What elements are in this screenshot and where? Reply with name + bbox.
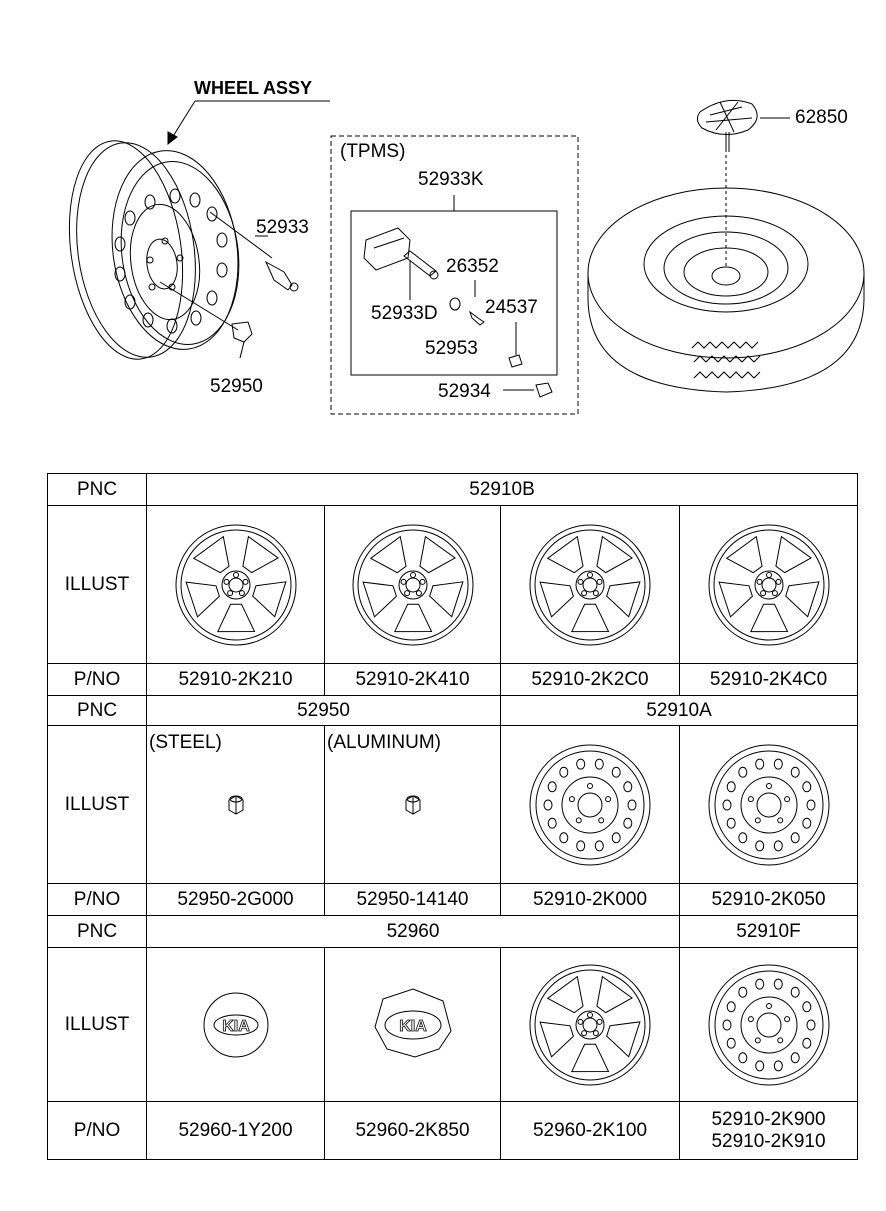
- illust-cell: [325, 948, 501, 1102]
- part-number: 52950-14140: [325, 884, 501, 916]
- wheel-assy-label: WHEEL ASSY: [194, 78, 313, 98]
- pnc-value: 52910B: [147, 474, 858, 506]
- part-number: 52910-2K900: [711, 1108, 826, 1130]
- wheel-cover-icon: [525, 960, 655, 1090]
- part-number: 52910-2K210: [147, 664, 325, 696]
- illust-cell: [501, 948, 680, 1102]
- illust-cell: [147, 506, 325, 664]
- spare-tire-drawing: [588, 155, 864, 392]
- aluminum-label: (ALUMINUM): [327, 732, 441, 753]
- pnc-value: 52950: [147, 696, 501, 726]
- part-52950-label: 52950: [210, 376, 263, 397]
- part-number: 52910-2K000: [501, 884, 680, 916]
- illust-cell: [147, 948, 325, 1102]
- part-number: 52910-2K410: [325, 664, 501, 696]
- pnc-header: PNC: [48, 916, 147, 948]
- part-number: 52960-2K850: [325, 1102, 501, 1160]
- wheel-vent-holes: [115, 189, 227, 333]
- part-52933d-label: 52933D: [371, 303, 438, 324]
- part-52933k-label: 52933K: [418, 169, 484, 190]
- tpms-sensor: [364, 228, 438, 300]
- kia-hub-cap-icon: [363, 975, 463, 1075]
- part-number: 52910-2K2C0: [501, 664, 680, 696]
- illust-header: ILLUST: [48, 726, 147, 884]
- pnc-value: 52910F: [680, 916, 858, 948]
- pno-header: P/NO: [48, 884, 147, 916]
- pnc-value: 52960: [147, 916, 680, 948]
- illust-cell: [325, 506, 501, 664]
- pno-header: P/NO: [48, 664, 147, 696]
- steel-wheel-drawing: [56, 133, 250, 366]
- part-26352-label: 26352: [446, 256, 499, 277]
- tpms-label: (TPMS): [340, 141, 406, 162]
- steel-wheel-icon: [525, 740, 655, 870]
- illust-cell: [325, 726, 501, 884]
- part-52934-label: 52934: [438, 381, 491, 402]
- part-number: 52960-2K100: [501, 1102, 680, 1160]
- part-number: 52910-2K050: [680, 884, 858, 916]
- pnc-header: PNC: [48, 696, 147, 726]
- part-62850-label: 62850: [795, 107, 848, 128]
- illust-cell: [501, 506, 680, 664]
- part-number: 52950-2G000: [147, 884, 325, 916]
- illust-cell: [501, 726, 680, 884]
- part-number: 52960-1Y200: [147, 1102, 325, 1160]
- alloy-wheel-icon: [704, 520, 834, 650]
- kia-hub-cap-text: KIA: [398, 1017, 427, 1035]
- part-24537-label: 24537: [485, 297, 538, 318]
- kia-emblem-text: KIA: [221, 1017, 250, 1035]
- lug-nut-icon: [221, 790, 251, 820]
- pno-header: P/NO: [48, 1102, 147, 1160]
- pnc-header: PNC: [48, 474, 147, 506]
- part-number-pair: [680, 1102, 858, 1160]
- steel-label: (STEEL): [149, 732, 222, 753]
- illust-cell: [680, 726, 858, 884]
- steel-wheel-icon: [704, 740, 834, 870]
- illust-header: ILLUST: [48, 948, 147, 1102]
- kia-emblem-icon: [196, 985, 276, 1065]
- wheel-assy-leader: [168, 101, 330, 144]
- part-52953-label: 52953: [425, 338, 478, 359]
- illust-cell: [147, 726, 325, 884]
- lug-nut-icon: [398, 790, 428, 820]
- part-number: 52910-2K910: [711, 1130, 826, 1152]
- illust-header: ILLUST: [48, 506, 147, 664]
- part-52933-label: 52933: [256, 217, 309, 238]
- alloy-wheel-icon: [171, 520, 301, 650]
- illust-cell: [680, 506, 858, 664]
- parts-table: [47, 473, 858, 1160]
- alloy-wheel-icon: [525, 520, 655, 650]
- alloy-wheel-icon: [348, 520, 478, 650]
- part-number: 52910-2K4C0: [680, 664, 858, 696]
- spare-tire-holder-62850: [697, 100, 790, 152]
- illust-cell: [680, 948, 858, 1102]
- steel-wheel-icon: [704, 960, 834, 1090]
- pnc-value: 52910A: [501, 696, 858, 726]
